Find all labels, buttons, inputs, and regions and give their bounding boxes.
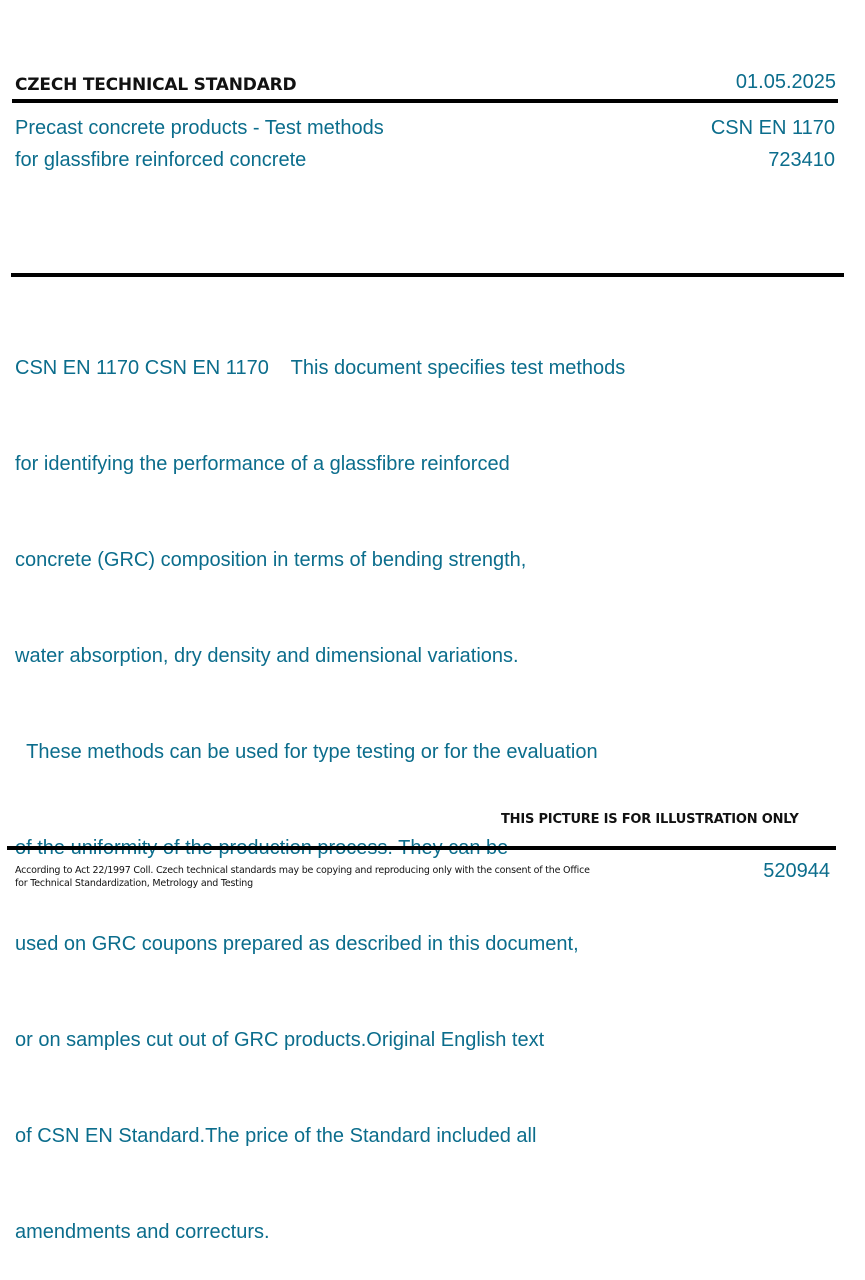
- document-abstract: [15, 288, 705, 1280]
- copyright-notice-line: for Technical Standardization, Metrology and Testing: [15, 878, 253, 889]
- catalog-number: 520944: [763, 860, 830, 882]
- abstract-line: concrete (GRC) composition in terms of bending strength,: [15, 549, 527, 571]
- abstract-line: used on GRC coupons prepared as described in this document,: [15, 933, 579, 955]
- illustration-disclaimer: THIS PICTURE IS FOR ILLUSTRATION ONLY: [501, 812, 799, 827]
- abstract-line: for identifying the performance of a glassfibre reinforced: [15, 453, 510, 475]
- document-title-line-2: for glassfibre reinforced concrete: [15, 149, 307, 171]
- abstract-line: amendments and correcturs.: [15, 1221, 270, 1243]
- abstract-line: of CSN EN Standard.The price of the Standard included all: [15, 1125, 537, 1147]
- abstract-line: These methods can be used for type testing or for the evaluation: [15, 741, 598, 763]
- classification-number: 723410: [768, 149, 835, 171]
- abstract-line: water absorption, dry density and dimensional variations.: [15, 645, 519, 667]
- publication-date: 01.05.2025: [735, 71, 836, 93]
- standard-type-label: CZECH TECHNICAL STANDARD: [15, 75, 297, 95]
- copyright-notice: [15, 864, 615, 890]
- abstract-line: or on samples cut out of GRC products.Original English text: [15, 1029, 545, 1051]
- copyright-notice-line: According to Act 22/1997 Coll. Czech technical standards may be copying and reproducing only with the consent of the Office: [15, 865, 590, 876]
- standard-code: CSN EN 1170: [710, 117, 835, 139]
- title-rule: [11, 273, 844, 277]
- document-title-line-1: Precast concrete products - Test methods: [15, 117, 384, 139]
- footer-rule: [7, 846, 836, 850]
- abstract-line: CSN EN 1170 CSN EN 1170 This document specifies test methods: [15, 357, 626, 379]
- header-rule: [12, 99, 838, 103]
